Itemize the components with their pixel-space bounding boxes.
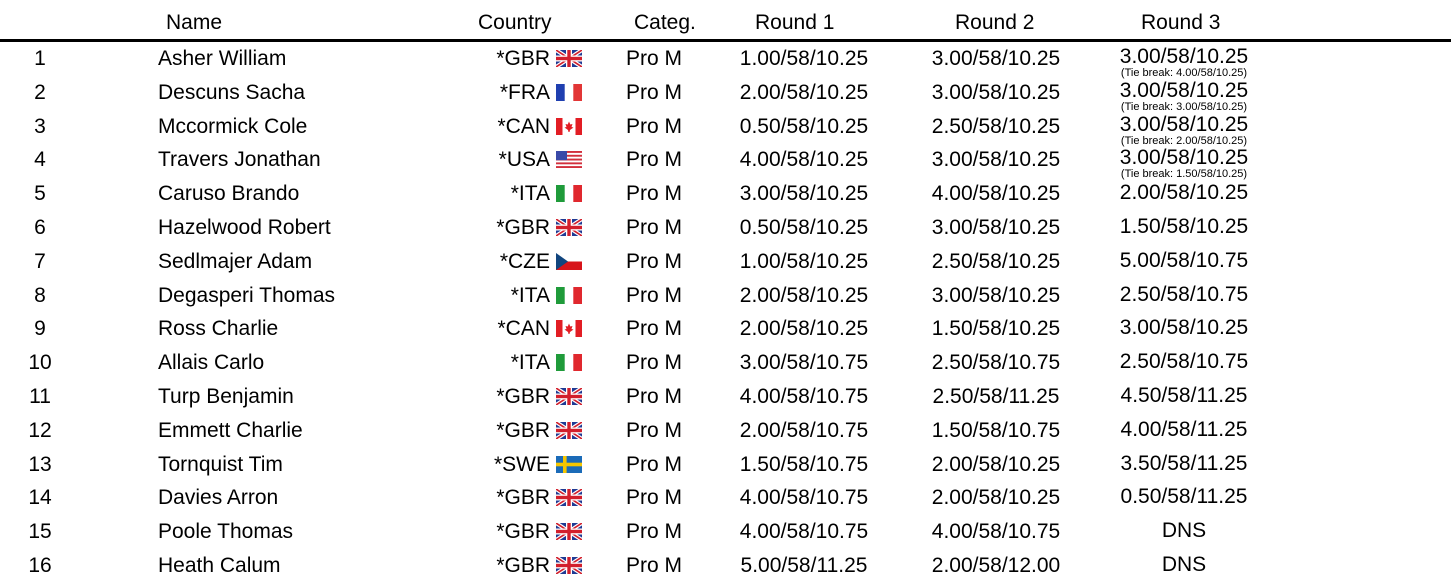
name-cell: Poole Thomas (158, 520, 294, 544)
round3-cell (1098, 250, 1270, 272)
table-row (0, 143, 1451, 181)
round1-cell: 2.00/58/10.75 (739, 418, 869, 442)
round3-value: 0.50/58/11.25 (1120, 485, 1248, 509)
round3-value: 3.50/58/11.25 (1120, 451, 1248, 475)
header-round3: Round 3 (1141, 11, 1221, 34)
round3-value: 3.00/58/10.25 (1119, 316, 1249, 340)
round3-value: 3.00/58/10.25 (1119, 112, 1249, 136)
ita-flag-icon (556, 185, 582, 202)
name-cell: Travers Jonathan (158, 148, 321, 172)
name-cell: Degasperi Thomas (158, 283, 336, 307)
swe-flag-icon (556, 456, 582, 473)
header-country: Country (478, 11, 552, 34)
round2-cell: 3.00/58/10.25 (931, 80, 1061, 104)
table-row (0, 279, 1451, 313)
rank-cell: 9 (34, 317, 46, 341)
round1-cell: 2.00/58/10.25 (739, 317, 869, 341)
category-cell: Pro M (626, 215, 683, 239)
round3-value: 3.00/58/10.25 (1119, 146, 1249, 170)
round2-cell: 2.00/58/10.25 (931, 452, 1061, 476)
category-cell: Pro M (626, 486, 683, 510)
rank-cell: 15 (28, 520, 52, 544)
results-header (0, 0, 1451, 40)
round3-cell (1098, 385, 1270, 407)
category-cell: Pro M (626, 418, 683, 442)
category-cell: Pro M (626, 80, 683, 104)
tie-break-note: (Tie break: 4.00/58/10.25) (1120, 67, 1248, 79)
header-name: Name (166, 11, 223, 34)
category-cell: Pro M (626, 520, 683, 544)
name-cell: Emmett Charlie (158, 418, 303, 442)
gbr-flag-icon (556, 557, 582, 574)
round3-cell (1098, 216, 1270, 238)
name-cell: Sedlmajer Adam (158, 249, 313, 273)
round2-cell: 1.50/58/10.75 (931, 418, 1061, 442)
round3-cell (1098, 520, 1270, 542)
table-row (0, 42, 1451, 79)
country-cell: *GBR (496, 215, 550, 239)
round1-cell: 3.00/58/10.75 (739, 351, 869, 375)
round3-cell (1098, 46, 1270, 68)
round2-cell: 2.50/58/11.25 (932, 384, 1060, 408)
rank-cell: 14 (28, 486, 52, 510)
round2-cell: 2.50/58/10.25 (931, 249, 1061, 273)
round2-cell: 4.00/58/10.25 (931, 182, 1061, 206)
category-cell: Pro M (626, 384, 683, 408)
round1-cell: 5.00/58/11.25 (740, 553, 868, 577)
name-cell: Asher William (158, 47, 287, 70)
country-cell: *CZE (499, 249, 550, 273)
tie-break-note: (Tie break: 2.00/58/10.25) (1120, 134, 1248, 147)
category-cell: Pro M (626, 148, 683, 172)
country-cell: *CAN (497, 317, 550, 341)
rank-cell: 2 (34, 80, 46, 104)
round2-cell: 2.50/58/10.25 (931, 114, 1061, 138)
name-cell: Caruso Brando (158, 182, 300, 206)
round2-cell: 3.00/58/10.25 (931, 47, 1061, 70)
category-cell: Pro M (626, 452, 683, 476)
gbr-flag-icon (556, 489, 582, 506)
round3-cell (1098, 351, 1270, 373)
country-cell: *ITA (510, 283, 550, 307)
cze-flag-icon (556, 253, 582, 270)
table-row (0, 245, 1451, 279)
name-cell: Tornquist Tim (158, 452, 283, 476)
category-cell: Pro M (626, 317, 683, 341)
rank-cell: 10 (28, 351, 52, 375)
usa-flag-icon (556, 151, 582, 168)
country-cell: *GBR (496, 486, 550, 510)
round2-cell: 2.00/58/10.25 (931, 486, 1061, 510)
name-cell: Ross Charlie (158, 317, 279, 341)
gbr-flag-icon (556, 50, 582, 67)
round1-cell: 4.00/58/10.75 (739, 384, 869, 408)
round3-value: 5.00/58/10.75 (1119, 248, 1249, 272)
category-cell: Pro M (626, 182, 683, 206)
ita-flag-icon (556, 354, 582, 371)
round1-cell: 4.00/58/10.75 (739, 520, 869, 544)
name-cell: Davies Arron (158, 486, 279, 510)
round1-cell: 4.00/58/10.75 (739, 486, 869, 510)
rank-cell: 1 (34, 47, 46, 70)
round3-cell (1098, 554, 1270, 576)
round1-cell: 3.00/58/10.25 (739, 182, 869, 206)
country-cell: *ITA (510, 182, 550, 206)
results-table (0, 42, 1451, 583)
header-categ: Categ. (634, 11, 696, 34)
gbr-flag-icon (556, 523, 582, 540)
round3-cell (1098, 317, 1270, 339)
category-cell: Pro M (626, 114, 683, 138)
rank-cell: 8 (34, 283, 46, 307)
table-row (0, 346, 1451, 380)
country-cell: *CAN (497, 114, 550, 138)
can-flag-icon (556, 320, 582, 337)
round3-cell (1098, 284, 1270, 306)
table-row (0, 515, 1451, 549)
category-cell: Pro M (626, 47, 683, 70)
round3-value: 2.50/58/10.75 (1119, 350, 1249, 374)
table-row (0, 211, 1451, 245)
round1-cell: 4.00/58/10.25 (739, 148, 869, 172)
rank-cell: 11 (29, 384, 51, 408)
round2-cell: 3.00/58/10.25 (931, 148, 1061, 172)
table-row (0, 312, 1451, 346)
name-cell: Descuns Sacha (158, 80, 306, 104)
table-row (0, 549, 1451, 583)
header-round1: Round 1 (755, 11, 835, 34)
round3-cell (1098, 486, 1270, 508)
round1-cell: 1.00/58/10.25 (739, 47, 869, 70)
country-cell: *GBR (496, 520, 550, 544)
round3-value: 2.50/58/10.75 (1119, 282, 1249, 306)
country-cell: *GBR (496, 553, 550, 577)
round2-cell: 3.00/58/10.25 (931, 215, 1061, 239)
round3-value: 2.00/58/10.25 (1119, 181, 1249, 205)
round3-cell (1098, 453, 1270, 475)
round1-cell: 1.00/58/10.25 (739, 249, 869, 273)
table-row (0, 380, 1451, 414)
rank-cell: 6 (34, 215, 46, 239)
table-row (0, 448, 1451, 482)
round3-cell (1098, 182, 1270, 204)
round3-value: 4.00/58/11.25 (1120, 417, 1248, 441)
round1-cell: 1.50/58/10.75 (739, 452, 869, 476)
table-row (0, 110, 1451, 147)
round3-value: DNS (1161, 519, 1207, 543)
round2-cell: 1.50/58/10.25 (931, 317, 1061, 341)
round3-cell (1098, 114, 1270, 136)
category-cell: Pro M (626, 553, 683, 577)
round3-value: DNS (1161, 552, 1207, 576)
fra-flag-icon (556, 84, 582, 101)
round2-cell: 3.00/58/10.25 (931, 283, 1061, 307)
country-cell: *GBR (496, 418, 550, 442)
table-row (0, 177, 1451, 211)
name-cell: Mccormick Cole (158, 114, 308, 138)
category-cell: Pro M (626, 249, 683, 273)
table-row (0, 414, 1451, 448)
round1-cell: 2.00/58/10.25 (739, 80, 869, 104)
round1-cell: 2.00/58/10.25 (739, 283, 869, 307)
round1-cell: 0.50/58/10.25 (739, 215, 869, 239)
rank-cell: 5 (34, 182, 46, 206)
category-cell: Pro M (626, 283, 683, 307)
round3-cell (1098, 419, 1270, 441)
gbr-flag-icon (556, 422, 582, 439)
country-cell: *FRA (499, 80, 550, 104)
round3-value: 4.50/58/11.25 (1120, 383, 1248, 407)
table-row (0, 481, 1451, 515)
round1-cell: 0.50/58/10.25 (739, 114, 869, 138)
round3-cell (1098, 80, 1270, 102)
name-cell: Allais Carlo (158, 351, 265, 375)
tie-break-note: (Tie break: 1.50/58/10.25) (1120, 168, 1248, 181)
country-cell: *SWE (493, 452, 550, 476)
round3-value: 1.50/58/10.25 (1119, 214, 1249, 238)
country-cell: *GBR (496, 384, 550, 408)
can-flag-icon (556, 118, 582, 135)
gbr-flag-icon (556, 388, 582, 405)
rank-cell: 7 (34, 249, 46, 273)
round2-cell: 2.50/58/10.75 (931, 351, 1061, 375)
ita-flag-icon (556, 287, 582, 304)
round2-cell: 4.00/58/10.75 (931, 520, 1061, 544)
tie-break-note: (Tie break: 3.00/58/10.25) (1120, 100, 1248, 113)
name-cell: Turp Benjamin (158, 384, 294, 408)
table-row (0, 76, 1451, 113)
rank-cell: 13 (28, 452, 52, 476)
country-cell: *USA (498, 148, 550, 172)
name-cell: Hazelwood Robert (158, 215, 331, 239)
gbr-flag-icon (556, 219, 582, 236)
header-round2: Round 2 (955, 11, 1035, 34)
rank-cell: 4 (34, 148, 46, 172)
round3-cell (1098, 147, 1270, 169)
round3-value: 3.00/58/10.25 (1119, 78, 1249, 102)
name-cell: Heath Calum (158, 553, 281, 577)
rank-cell: 12 (28, 418, 52, 442)
category-cell: Pro M (626, 351, 683, 375)
round2-cell: 2.00/58/12.00 (931, 553, 1061, 577)
rank-cell: 16 (28, 553, 52, 577)
round3-value: 3.00/58/10.25 (1119, 45, 1249, 68)
country-cell: *ITA (510, 351, 550, 375)
country-cell: *GBR (496, 47, 550, 70)
rank-cell: 3 (34, 114, 46, 138)
